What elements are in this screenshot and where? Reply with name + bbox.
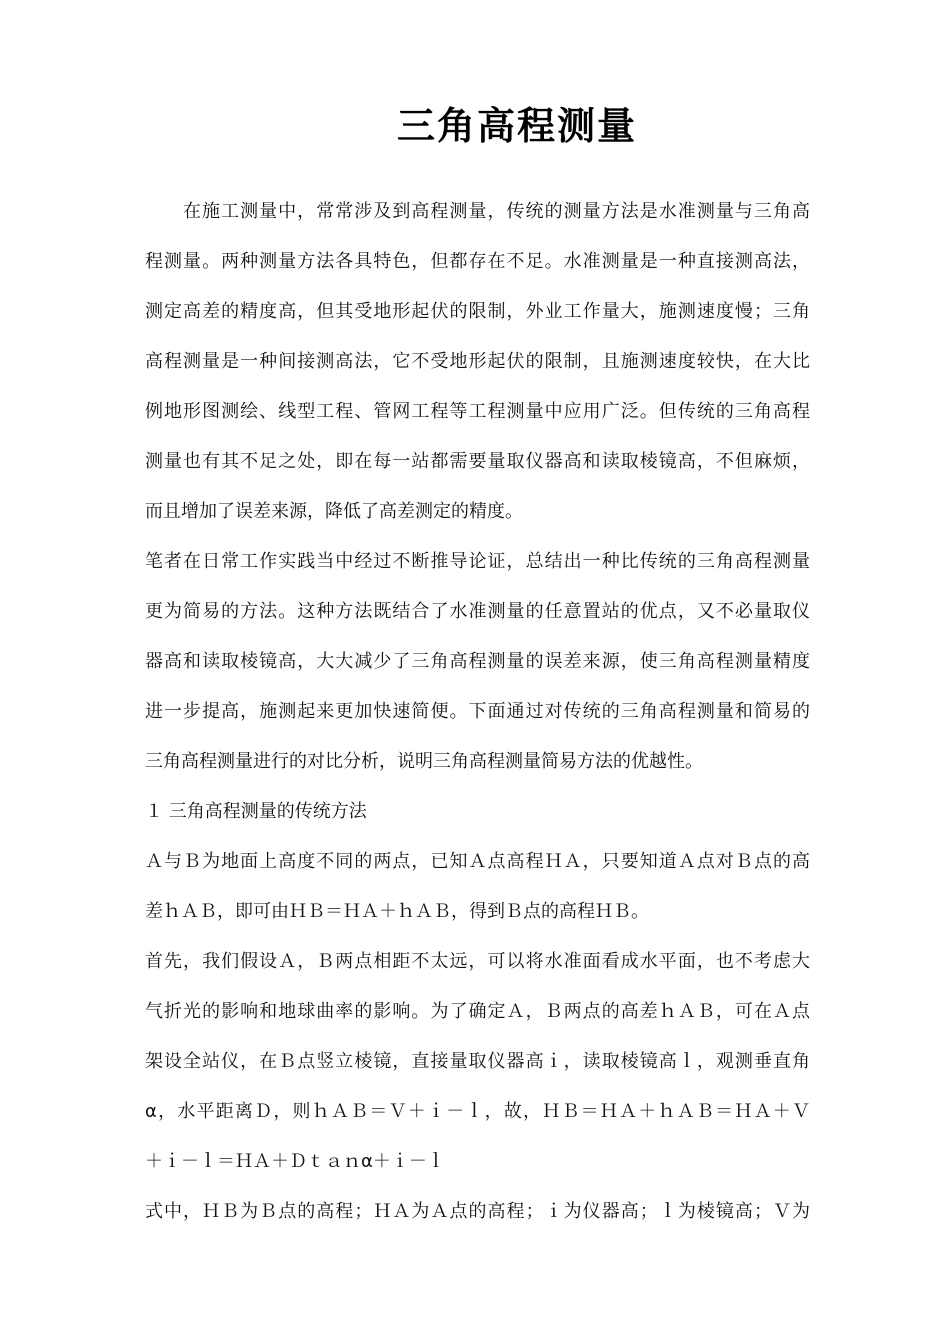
text-line-7: 而且增加了误差来源，降低了高差测定的精度。 <box>145 501 523 522</box>
text-line-6: 测量也有其不足之处，即在每一站都需要量取仪器高和读取棱镜高，不但麻烦， <box>145 451 810 472</box>
text-line-11: 进一步提高，施测起来更加快速简便。下面通过对传统的三角高程测量和简易的 <box>145 701 810 722</box>
text-line-4: 高程测量是一种间接测高法，它不受地形起伏的限制，且施测速度较快，在大比 <box>145 351 810 372</box>
text-line-9: 更为简易的方法。这种方法既结合了水准测量的任意置站的优点，又不必量取仪 <box>145 601 810 622</box>
text-line-8: 笔者在日常工作实践当中经过不断推导论证，总结出一种比传统的三角高程测量 <box>145 551 810 572</box>
text-line-20: ＋ｉ－ｌ＝ＨＡ＋Ｄｔａｎα＋ｉ－ｌ <box>145 1151 445 1172</box>
text-line-12: 三角高程测量进行的对比分析，说明三角高程测量简易方法的优越性。 <box>145 751 703 772</box>
text-line-15: 差ｈＡＢ，即可由ＨＢ＝ＨＡ＋ｈＡＢ，得到Ｂ点的高程ＨＢ。 <box>145 901 649 922</box>
text-line-5: 例地形图测绘、线型工程、管网工程等工程测量中应用广泛。但传统的三角高程 <box>145 401 810 422</box>
text-line-21: 式中，ＨＢ为Ｂ点的高程；ＨＡ为Ａ点的高程；ｉ为仪器高；ｌ为棱镜高；Ｖ为 <box>145 1201 810 1222</box>
text-line-18: 架设全站仪，在Ｂ点竖立棱镜，直接量取仪器高ｉ，读取棱镜高ｌ，观测垂直角 <box>145 1051 810 1072</box>
text-line-1: 在施工测量中，常常涉及到高程测量，传统的测量方法是水准测量与三角高 <box>183 201 810 222</box>
document-title: 三角高程测量 <box>396 104 637 148</box>
text-line-2: 程测量。两种测量方法各具特色，但都存在不足。水准测量是一种直接测高法， <box>145 251 810 272</box>
section-heading: １ 三角高程测量的传统方法 <box>145 801 367 822</box>
text-line-16: 首先，我们假设Ａ，Ｂ两点相距不太远，可以将水准面看成水平面，也不考虑大 <box>145 951 810 972</box>
text-line-14: Ａ与Ｂ为地面上高度不同的两点，已知Ａ点高程ＨＡ，只要知道Ａ点对Ｂ点的高 <box>145 851 810 872</box>
text-line-17: 气折光的影响和地球曲率的影响。为了确定Ａ，Ｂ两点的高差ｈＡＢ，可在Ａ点 <box>145 1001 810 1022</box>
text-line-10: 器高和读取棱镜高，大大减少了三角高程测量的误差来源，使三角高程测量精度 <box>145 651 810 672</box>
text-line-3: 测定高差的精度高，但其受地形起伏的限制，外业工作量大，施测速度慢；三角 <box>145 301 810 322</box>
text-line-19: α，水平距离Ｄ，则ｈＡＢ＝Ｖ＋ｉ－ｌ，故，ＨＢ＝ＨＡ＋ｈＡＢ＝ＨＡ＋Ｖ <box>145 1101 810 1122</box>
